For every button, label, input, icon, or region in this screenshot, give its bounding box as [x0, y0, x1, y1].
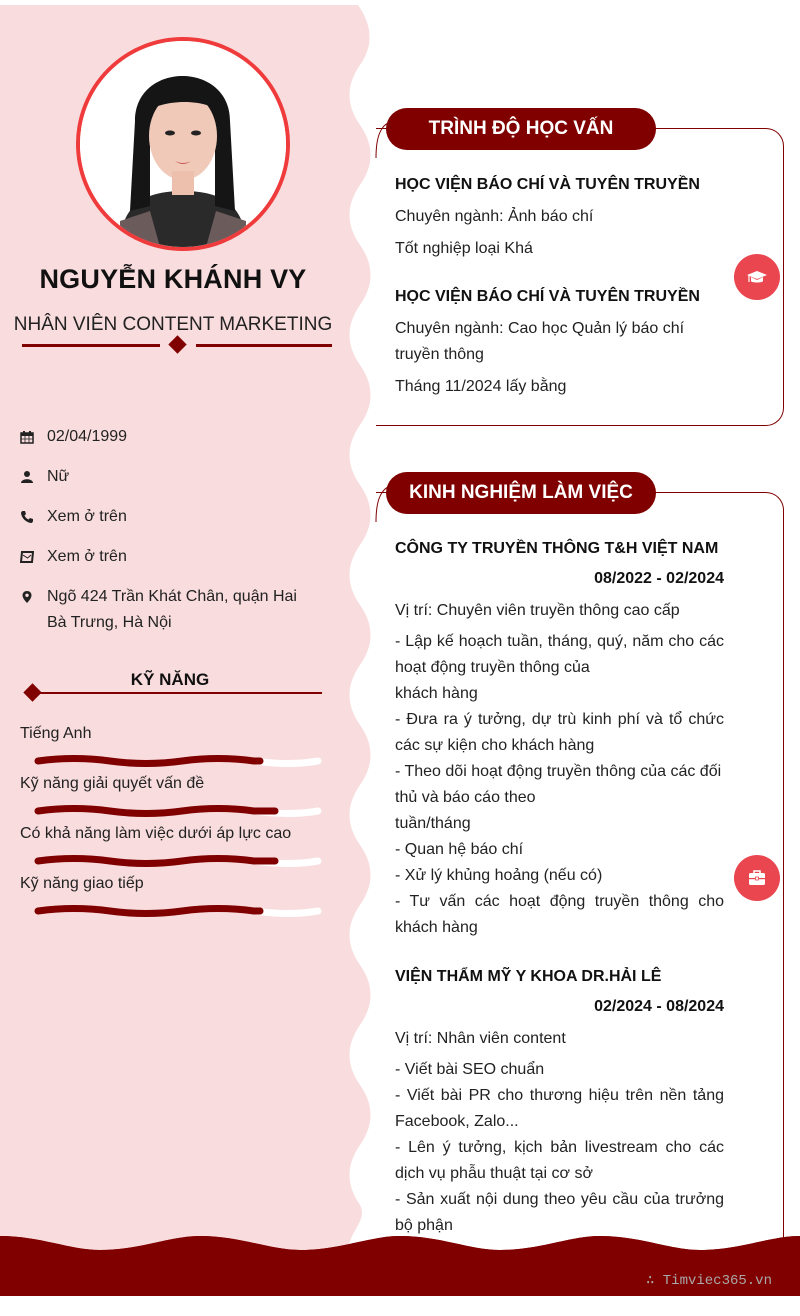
experience-icon-badge	[734, 855, 780, 901]
contact-phone: Xem ở trên	[20, 504, 317, 530]
experience-duty: - Viết bài SEO chuẩn	[395, 1061, 545, 1078]
experience-period: 02/2024 - 08/2024	[594, 998, 724, 1015]
experience-duty: - Theo dõi hoạt động truyền thông của các đối thủ và báo cáo theo	[395, 763, 722, 806]
experience-duty: - Viết bài PR cho thương hiệu trên nền tảng Facebook, Zalo...	[395, 1087, 724, 1130]
contact-email: Xem ở trên	[20, 544, 317, 570]
experience-heading: KINH NGHIỆM LÀM VIỆC	[386, 472, 656, 514]
experience-position: Vị trí: Nhân viên content	[395, 1030, 566, 1047]
education-icon-badge	[734, 254, 780, 300]
skill-label: Kỹ năng giao tiếp	[20, 875, 144, 892]
calendar-icon	[20, 424, 47, 450]
skills-divider	[24, 684, 322, 702]
skill-level-bar	[34, 854, 322, 868]
avatar	[76, 37, 290, 251]
job-title-divider	[22, 336, 332, 354]
skill-label: Kỹ năng giải quyết vấn đề	[20, 775, 205, 792]
briefcase-icon	[746, 867, 768, 889]
location-pin-icon	[20, 584, 47, 610]
education-detail: Chuyên ngành: Cao học Quản lý báo chí truyền thông	[395, 320, 685, 363]
footer-brand-link[interactable]: ∴ Timviec365.vn	[645, 1273, 772, 1289]
education-school: HỌC VIỆN BÁO CHÍ VÀ TUYÊN TRUYỀN	[395, 176, 700, 193]
experience-duty: - Xử lý khủng hoảng (nếu có)	[395, 867, 603, 884]
graduation-cap-icon	[746, 266, 768, 288]
avatar-photo	[80, 41, 286, 247]
email-icon	[20, 544, 47, 570]
education-detail: Tốt nghiệp loại Khá	[395, 240, 533, 257]
experience-duty: - Sản xuất nội dung theo yêu cầu của trưởng bộ phận	[395, 1191, 724, 1234]
skill-level-bar	[34, 754, 322, 768]
phone-icon	[20, 504, 47, 530]
experience-duty: - Quan hệ báo chí	[395, 841, 524, 858]
diamond-icon	[23, 683, 41, 701]
skill-label: Có khả năng làm việc dưới áp lực cao	[20, 825, 292, 842]
experience-duty: - Lên ý tưởng, kịch bản livestream cho các dịch vụ phẫu thuật tại cơ sở	[395, 1139, 724, 1182]
contact-birthdate: 02/04/1999	[20, 424, 317, 450]
experience-company: CÔNG TY TRUYỀN THÔNG T&H VIỆT NAM	[395, 540, 719, 557]
experience-period: 08/2022 - 02/2024	[594, 570, 724, 587]
education-heading: TRÌNH ĐỘ HỌC VẤN	[386, 108, 656, 150]
education-detail: Tháng 11/2024 lấy bằng	[395, 378, 567, 395]
contact-address: Ngõ 424 Trần Khát Chân, quận Hai Bà Trưng, Hà Nội	[20, 584, 317, 636]
education-detail: Chuyên ngành: Ảnh báo chí	[395, 208, 594, 225]
experience-position: Vị trí: Chuyên viên truyền thông cao cấp	[395, 602, 680, 619]
user-icon	[20, 464, 47, 490]
experience-duty: - Đưa ra ý tưởng, dự trù kinh phí và tổ chức các sự kiện cho khách hàng	[395, 711, 724, 754]
experience-duty: - Tư vấn các hoạt động truyền thông cho khách hàng	[395, 893, 724, 936]
skills-heading: KỸ NĂNG	[130, 670, 210, 689]
education-school: HỌC VIỆN BÁO CHÍ VÀ TUYÊN TRUYỀN	[395, 288, 700, 305]
experience-duty: tuần/tháng	[395, 815, 471, 832]
job-title: NHÂN VIÊN CONTENT MARKETING	[13, 314, 333, 335]
skill-level-bar	[34, 904, 322, 918]
skill-level-bar	[34, 804, 322, 818]
candidate-name: NGUYỄN KHÁNH VY	[39, 264, 307, 294]
experience-duty: - Lập kế hoạch tuần, tháng, quý, năm cho các hoạt động truyền thông của	[395, 633, 724, 676]
experience-duty: khách hàng	[395, 685, 478, 702]
skill-label: Tiếng Anh	[20, 725, 92, 742]
contact-gender: Nữ	[20, 464, 317, 490]
diamond-icon	[168, 335, 186, 353]
experience-company: VIỆN THẨM MỸ Y KHOA DR.HẢI LÊ	[395, 968, 662, 985]
